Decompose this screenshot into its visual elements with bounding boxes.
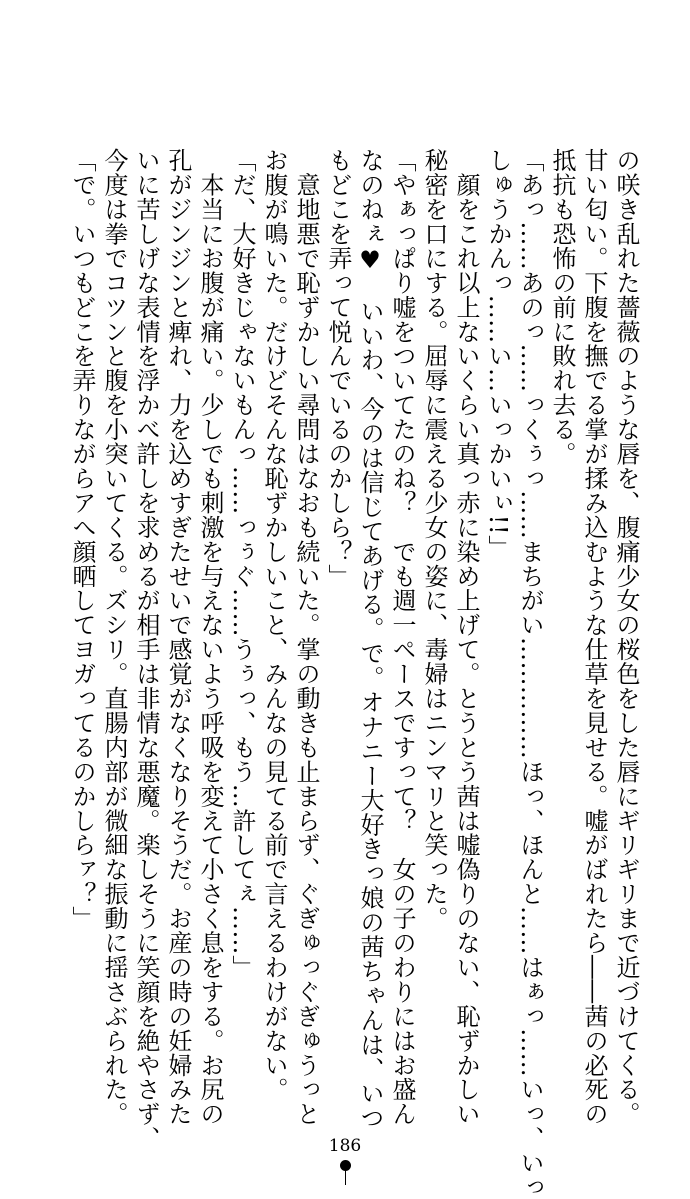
text-line: お腹が鳴いた。だけどそんな恥ずかしいこと、みんなの見てる前で言えるわけがない。 (260, 148, 288, 1102)
text-line: 秘密を口にする。屈辱に震える少女の姿に、毒婦はニンマリと笑った。 (420, 148, 448, 931)
text-line: 「だ、大好きじゃないもんっ……っぅぐ……うぅっ、もう…許してぇ……」 (228, 148, 256, 980)
text-line: 抵抗も恐怖の前に敗れ去る。 (548, 148, 576, 466)
page-number: 186 (328, 1136, 362, 1156)
text-line: 顔をこれ以上ないくらい真っ赤に染め上げて。とうとう茜は嘘偽りのない、恥ずかしい (452, 148, 480, 1126)
text-line: の咲き乱れた薔薇のような唇を、腹痛少女の桜色をした唇にギリギリまで近づけてくる。 (612, 148, 640, 1126)
text-line: 本当にお腹が痛い。少しでも刺激を与えないよう呼吸を変えて小さく息をする。お尻の (196, 148, 224, 1126)
text-line: 「で。いつもどこを弄りながらアへ顔晒してヨガってるのかしらァ？」 (68, 148, 96, 931)
text-line: 甘い匂い。下腹を撫でる掌が揉み込むような仕草を見せる。嘘がばれたら――茜の必死の (580, 148, 608, 1127)
text-line: 今度は拳でコツンと腹を小突いてくる。ズシリ。直腸内部が微細な振動に揺さぶられた。 (100, 148, 128, 1126)
text-line: いに苦しげな表情を浮かべ許しを求めるが相手は非情な悪魔。楽しそうに笑顔を絶やさず、 (132, 148, 160, 1151)
page-marker-icon (336, 1160, 356, 1185)
text-line: 「あっ……あのっ……っくぅっ……まちがい……………ほっ、ほんと……はぁっ……いっ、いっ (516, 148, 544, 1199)
text-line: なのねぇ♥ いいわ、今のは信じてあげる。で。オナニー大好きっ娘の茜ちゃんは、いつ (356, 148, 384, 1130)
text-line: しゅうかんっ……い…いっかいぃ!!」 (484, 148, 512, 560)
text-line: もどこを弄って悦んでいるのかしら？」 (324, 148, 352, 589)
page-marker-stem (345, 1168, 346, 1185)
text-line: 「やぁっぱり嘘をついてたのね？ でも週一ペースですって？ 女の子のわりにはお盛ん (388, 148, 416, 1126)
text-line: 孔がジンジンと痺れ、力を込めすぎたせいで感覚がなくなりそうだ。お産の時の妊婦みた (164, 148, 192, 1126)
text-line: 意地悪で恥ずかしい尋問はなおも続いた。掌の動きも止まらず、ぐぎゅっぐぎゅうっと (292, 148, 320, 1126)
